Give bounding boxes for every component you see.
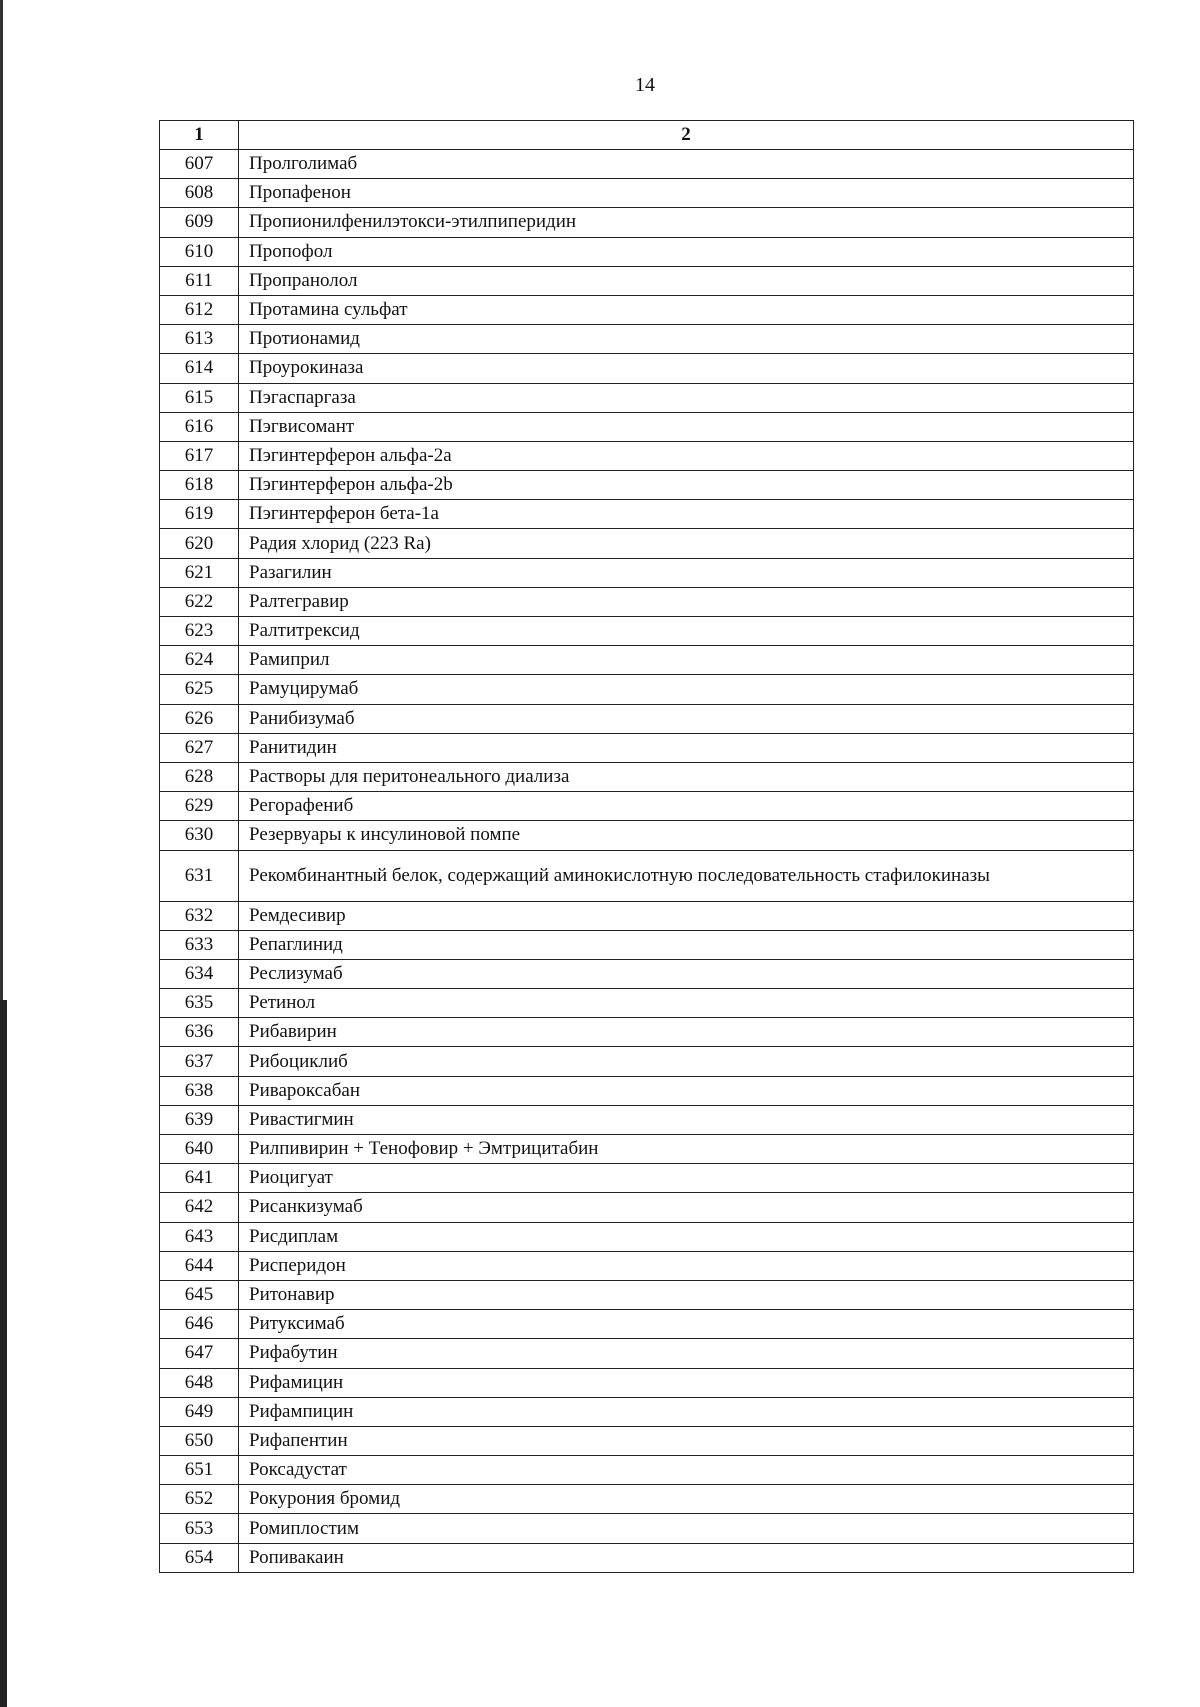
drug-name: Рисдиплам	[239, 1222, 1134, 1251]
drug-name: Пэгвисомант	[239, 412, 1134, 441]
table-body	[160, 150, 1134, 1573]
row-number: 631	[160, 850, 239, 901]
table-row	[160, 1397, 1134, 1426]
row-number: 647	[160, 1339, 239, 1368]
drug-name: Рифапентин	[239, 1426, 1134, 1455]
drug-name: Ранитидин	[239, 733, 1134, 762]
drug-name: Репаглинид	[239, 930, 1134, 959]
row-number: 613	[160, 325, 239, 354]
row-number: 654	[160, 1543, 239, 1572]
row-number: 630	[160, 821, 239, 850]
drug-name: Рифампицин	[239, 1397, 1134, 1426]
drug-name: Пэгаспаргаза	[239, 383, 1134, 412]
row-number: 614	[160, 354, 239, 383]
drug-name: Ривароксабан	[239, 1076, 1134, 1105]
drug-name: Пролголимаб	[239, 150, 1134, 179]
table-row	[160, 1193, 1134, 1222]
table-row	[160, 1047, 1134, 1076]
drug-name: Рифабутин	[239, 1339, 1134, 1368]
drug-name: Пэгинтерферон альфа-2b	[239, 471, 1134, 500]
row-number: 610	[160, 237, 239, 266]
table-row	[160, 1105, 1134, 1134]
table-row	[160, 383, 1134, 412]
drug-name: Рибавирин	[239, 1018, 1134, 1047]
drug-name: Ретинол	[239, 989, 1134, 1018]
row-number: 627	[160, 733, 239, 762]
drug-name: Растворы для перитонеального диализа	[239, 762, 1134, 791]
drug-name: Рисперидон	[239, 1251, 1134, 1280]
drug-name: Ремдесивир	[239, 901, 1134, 930]
row-number: 609	[160, 208, 239, 237]
row-number: 639	[160, 1105, 239, 1134]
table-row	[160, 850, 1134, 901]
drug-name: Пропранолол	[239, 266, 1134, 295]
drug-name: Реслизумаб	[239, 959, 1134, 988]
row-number: 611	[160, 266, 239, 295]
drug-name: Рибоциклиб	[239, 1047, 1134, 1076]
drug-name: Ритонавир	[239, 1280, 1134, 1309]
table-row	[160, 1164, 1134, 1193]
row-number: 653	[160, 1514, 239, 1543]
row-number: 644	[160, 1251, 239, 1280]
table-row	[160, 500, 1134, 529]
drug-name: Пэгинтерферон бета-1a	[239, 500, 1134, 529]
drug-name: Ралтегравир	[239, 587, 1134, 616]
drug-name: Проурокиназа	[239, 354, 1134, 383]
row-number: 607	[160, 150, 239, 179]
table-row	[160, 1456, 1134, 1485]
table-row	[160, 587, 1134, 616]
drug-name: Резервуары к инсулиновой помпе	[239, 821, 1134, 850]
row-number: 624	[160, 646, 239, 675]
table-row	[160, 1368, 1134, 1397]
row-number: 640	[160, 1135, 239, 1164]
row-number: 638	[160, 1076, 239, 1105]
table-row	[160, 675, 1134, 704]
drug-name: Ранибизумаб	[239, 704, 1134, 733]
row-number: 621	[160, 558, 239, 587]
table-row	[160, 237, 1134, 266]
row-number: 651	[160, 1456, 239, 1485]
table-row	[160, 208, 1134, 237]
table-row	[160, 471, 1134, 500]
table-row	[160, 1543, 1134, 1572]
table-row	[160, 646, 1134, 675]
table-row	[160, 930, 1134, 959]
drug-name: Протионамид	[239, 325, 1134, 354]
row-number: 625	[160, 675, 239, 704]
row-number: 652	[160, 1485, 239, 1514]
row-number: 629	[160, 792, 239, 821]
table-row	[160, 1135, 1134, 1164]
drug-name: Рамиприл	[239, 646, 1134, 675]
row-number: 619	[160, 500, 239, 529]
row-number: 645	[160, 1280, 239, 1309]
row-number: 628	[160, 762, 239, 791]
drug-name: Рифамицин	[239, 1368, 1134, 1397]
drug-name: Рисанкизумаб	[239, 1193, 1134, 1222]
table-row	[160, 762, 1134, 791]
table-row	[160, 1485, 1134, 1514]
drug-name: Пропионилфенилэтокси-этилпиперидин	[239, 208, 1134, 237]
table-row	[160, 412, 1134, 441]
row-number: 617	[160, 441, 239, 470]
drug-name: Радия хлорид (223 Ra)	[239, 529, 1134, 558]
drug-name: Риоцигуат	[239, 1164, 1134, 1193]
drug-name: Рилпивирин + Тенофовир + Эмтрицитабин	[239, 1135, 1134, 1164]
row-number: 635	[160, 989, 239, 1018]
table-row	[160, 558, 1134, 587]
table-row	[160, 1251, 1134, 1280]
drug-name: Регорафениб	[239, 792, 1134, 821]
drug-name: Пропафенон	[239, 179, 1134, 208]
row-number: 608	[160, 179, 239, 208]
table-row	[160, 1018, 1134, 1047]
drug-name: Рекомбинантный белок, содержащий аминокислотную последовательность стафилокиназы	[239, 850, 1134, 901]
table-row	[160, 901, 1134, 930]
row-number: 648	[160, 1368, 239, 1397]
table-row	[160, 1310, 1134, 1339]
table-row	[160, 179, 1134, 208]
row-number: 618	[160, 471, 239, 500]
row-number: 626	[160, 704, 239, 733]
table-header-row	[160, 121, 1134, 150]
row-number: 646	[160, 1310, 239, 1339]
drug-name: Протамина сульфат	[239, 295, 1134, 324]
row-number: 632	[160, 901, 239, 930]
drug-table	[159, 120, 1134, 1573]
row-number: 649	[160, 1397, 239, 1426]
row-number: 643	[160, 1222, 239, 1251]
table-row	[160, 1280, 1134, 1309]
table-row	[160, 354, 1134, 383]
drug-name: Пропофол	[239, 237, 1134, 266]
drug-name: Роксадустат	[239, 1456, 1134, 1485]
drug-name: Разагилин	[239, 558, 1134, 587]
row-number: 650	[160, 1426, 239, 1455]
drug-name: Ривастигмин	[239, 1105, 1134, 1134]
drug-name: Ритуксимаб	[239, 1310, 1134, 1339]
table-row	[160, 617, 1134, 646]
row-number: 615	[160, 383, 239, 412]
table-row	[160, 529, 1134, 558]
table-row	[160, 733, 1134, 762]
page-number: 14	[635, 74, 655, 96]
table-row	[160, 1076, 1134, 1105]
table-row	[160, 295, 1134, 324]
table-row	[160, 704, 1134, 733]
table-row	[160, 266, 1134, 295]
table-row	[160, 1426, 1134, 1455]
table-row	[160, 959, 1134, 988]
table-row	[160, 325, 1134, 354]
row-number: 623	[160, 617, 239, 646]
drug-name: Рокурония бромид	[239, 1485, 1134, 1514]
drug-name: Ропивакаин	[239, 1543, 1134, 1572]
row-number: 616	[160, 412, 239, 441]
drug-name: Ралтитрексид	[239, 617, 1134, 646]
row-number: 622	[160, 587, 239, 616]
table-row	[160, 1222, 1134, 1251]
row-number: 612	[160, 295, 239, 324]
table-row	[160, 821, 1134, 850]
table-row	[160, 792, 1134, 821]
table-row	[160, 1514, 1134, 1543]
row-number: 633	[160, 930, 239, 959]
drug-name: Пэгинтерферон альфа-2a	[239, 441, 1134, 470]
table-row	[160, 150, 1134, 179]
drug-name: Ромиплостим	[239, 1514, 1134, 1543]
row-number: 641	[160, 1164, 239, 1193]
table-row	[160, 989, 1134, 1018]
table-row	[160, 441, 1134, 470]
row-number: 636	[160, 1018, 239, 1047]
column-header-name: 2	[239, 121, 1134, 150]
row-number: 642	[160, 1193, 239, 1222]
table-row	[160, 1339, 1134, 1368]
row-number: 620	[160, 529, 239, 558]
drug-name: Рамуцирумаб	[239, 675, 1134, 704]
row-number: 634	[160, 959, 239, 988]
column-header-number: 1	[160, 121, 239, 150]
left-scan-edge-lower	[0, 1000, 7, 1707]
row-number: 637	[160, 1047, 239, 1076]
